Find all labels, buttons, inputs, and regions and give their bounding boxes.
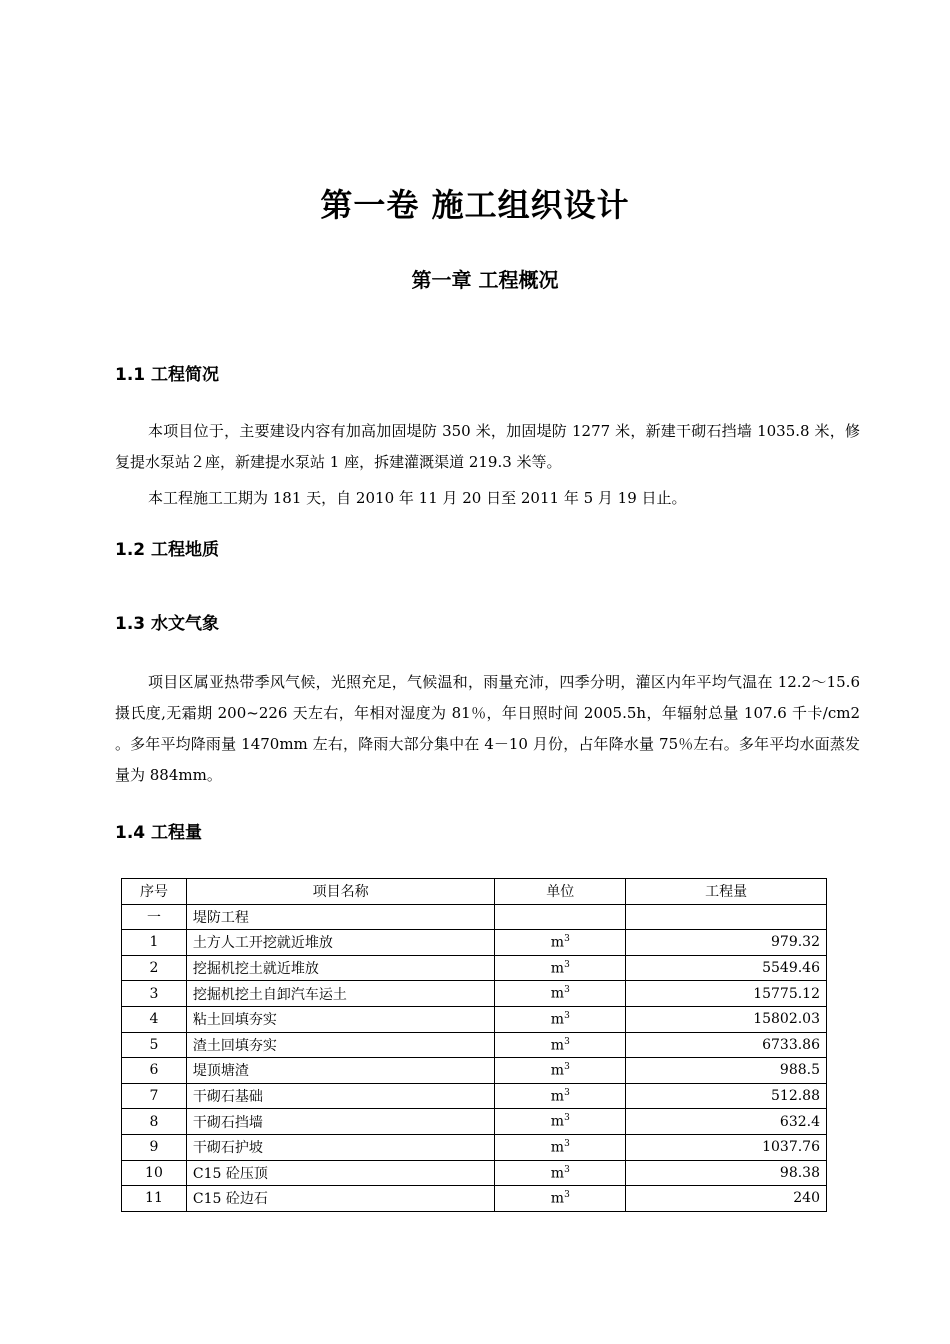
unit-exponent: 3	[564, 1036, 570, 1047]
row-no: 6	[122, 1058, 187, 1084]
unit-exponent: 3	[564, 1138, 570, 1149]
unit-exponent: 3	[564, 1087, 570, 1098]
row-quantity: 1037.76	[626, 1134, 827, 1160]
table-row	[122, 1160, 827, 1186]
volume-title: 第一卷 施工组织设计	[320, 186, 630, 224]
unit-base: m	[550, 1088, 565, 1105]
row-quantity: 5549.46	[626, 955, 827, 981]
unit-base: m	[550, 1139, 565, 1156]
section-heading-1-4: 1.4 工程量	[115, 823, 203, 843]
table-row	[122, 1032, 827, 1058]
row-quantity: 6733.86	[626, 1032, 827, 1058]
row-unit	[495, 930, 626, 956]
row-quantity: 240	[626, 1186, 827, 1212]
group-no: 一	[122, 904, 187, 930]
table-row	[122, 1058, 827, 1084]
row-unit	[495, 1083, 626, 1109]
row-no: 10	[122, 1160, 187, 1186]
table-row	[122, 955, 827, 981]
row-quantity: 15802.03	[626, 1006, 827, 1032]
row-no: 1	[122, 930, 187, 956]
row-item-name: C15 砼压顶	[186, 1160, 494, 1186]
unit-base: m	[550, 934, 565, 951]
table-row	[122, 981, 827, 1007]
row-item-name: 土方人工开挖就近堆放	[186, 930, 494, 956]
unit-base: m	[550, 986, 565, 1002]
row-quantity: 98.38	[626, 1160, 827, 1186]
unit-exponent: 3	[564, 1113, 570, 1124]
section-heading-1-3: 1.3 水文气象	[115, 614, 220, 634]
row-no: 11	[122, 1186, 187, 1212]
header-no: 序号	[122, 879, 187, 905]
row-unit	[495, 1160, 626, 1186]
table-row	[122, 1006, 827, 1032]
header-item-name: 项目名称	[186, 879, 494, 905]
table-row	[122, 1134, 827, 1160]
header-unit: 单位	[495, 879, 626, 905]
row-unit	[495, 1058, 626, 1084]
row-quantity: 632.4	[626, 1109, 827, 1135]
paragraph-climate: 项目区属亚热带季风气候，光照充足，气候温和，雨量充沛，四季分明，灌区内年平均气温在 12.2～15.6 摄氏度,无霜期 200~226 天左右，年相对湿度为 81％，年日照时间 2005.5h，年辐射总量 107.6 千卡/cm2 。多年平均降雨量 1470mm 左右，降雨大部分集中在 4－10 月份，占年降水量 75％左右。多年平均水面蒸发量为 884mm。	[115, 673, 860, 784]
row-no: 2	[122, 955, 187, 981]
table-row	[122, 1186, 827, 1212]
table-group-row	[122, 904, 827, 930]
row-quantity: 979.32	[626, 930, 827, 956]
row-unit	[495, 1109, 626, 1135]
row-no: 9	[122, 1134, 187, 1160]
quantity-table	[121, 878, 827, 1212]
table-header-row	[122, 879, 827, 905]
unit-exponent: 3	[564, 985, 570, 996]
row-unit	[495, 981, 626, 1007]
chapter-title: 第一章 工程概况	[411, 268, 559, 292]
row-no: 4	[122, 1006, 187, 1032]
header-quantity: 工程量	[626, 879, 827, 905]
unit-base: m	[550, 1190, 565, 1207]
row-no: 8	[122, 1109, 187, 1135]
row-item-name: 干砌石护坡	[186, 1134, 494, 1160]
table-row	[122, 1083, 827, 1109]
row-item-name: 渣土回填夯实	[186, 1032, 494, 1058]
row-unit	[495, 1032, 626, 1058]
row-quantity: 988.5	[626, 1058, 827, 1084]
group-quantity	[626, 904, 827, 930]
unit-base: m	[550, 1165, 565, 1182]
table-row	[122, 930, 827, 956]
unit-base: m	[550, 1037, 565, 1054]
unit-exponent: 3	[564, 1190, 570, 1201]
unit-exponent: 3	[564, 959, 570, 970]
row-no: 3	[122, 981, 187, 1007]
row-unit	[495, 1006, 626, 1032]
row-unit	[495, 955, 626, 981]
unit-exponent: 3	[564, 1164, 570, 1175]
unit-exponent: 3	[564, 934, 570, 945]
row-quantity: 512.88	[626, 1083, 827, 1109]
group-unit	[495, 904, 626, 930]
row-item-name: 干砌石挡墙	[186, 1109, 494, 1135]
unit-base: m	[550, 1062, 565, 1079]
unit-exponent: 3	[564, 1010, 570, 1021]
row-item-name: 干砌石基础	[186, 1083, 494, 1109]
unit-base: m	[550, 1113, 565, 1130]
row-unit	[495, 1134, 626, 1160]
section-heading-1-2: 1.2 工程地质	[115, 540, 220, 560]
row-item-name: C15 砼边石	[186, 1186, 494, 1212]
row-item-name: 粘土回填夯实	[186, 1006, 494, 1032]
unit-base: m	[550, 1011, 565, 1028]
paragraph-overview: 本项目位于，主要建设内容有加高加固堤防 350 米，加固堤防 1277 米，新建干砌石挡墙 1035.8 米，修复提水泵站２座，新建提水泵站 1 座，拆建灌溉渠道 219.3 米等。	[115, 422, 860, 471]
row-item-name: 挖掘机挖土就近堆放	[186, 955, 494, 981]
row-quantity: 15775.12	[626, 981, 827, 1007]
row-no: 5	[122, 1032, 187, 1058]
row-no: 7	[122, 1083, 187, 1109]
section-heading-1-1: 1.1 工程简况	[115, 365, 220, 385]
table-row	[122, 1109, 827, 1135]
group-name: 堤防工程	[186, 904, 494, 930]
row-item-name: 堤顶塘渣	[186, 1058, 494, 1084]
paragraph-schedule: 本工程施工工期为 181 天，自 2010 年 11 月 20 日至 2011 年 5 月 19 日止。	[148, 489, 687, 507]
unit-exponent: 3	[564, 1062, 570, 1073]
row-item-name: 挖掘机挖土自卸汽车运土	[186, 981, 494, 1007]
unit-base: m	[550, 960, 565, 977]
row-unit	[495, 1186, 626, 1212]
